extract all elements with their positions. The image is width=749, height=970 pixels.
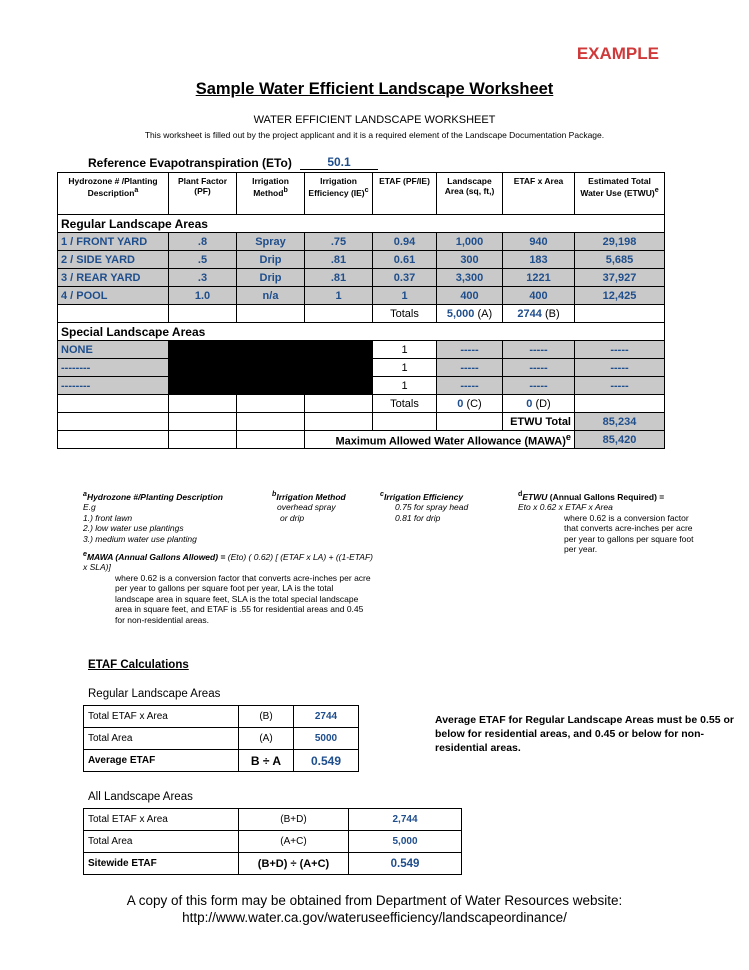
table-row: Total ETAF x Area (B) 2744	[84, 706, 359, 728]
dwr-website-link[interactable]: http://www.water.ca.gov/wateruseefficiency/landscapeordinance/	[182, 910, 567, 925]
worksheet-note: This worksheet is filled out by the project applicant and it is a required element of the Landscape Documentation Package.	[144, 130, 605, 140]
table-row: 3 / REAR YARD .3 Drip .81 0.37 3,300 1221 37,927	[58, 269, 665, 287]
all-areas-title: All Landscape Areas	[88, 791, 193, 803]
table-row: -------- 1 ----- ----- -----	[58, 359, 665, 377]
table-row: Total Area (A) 5000	[84, 728, 359, 750]
special-section-label: Special Landscape Areas	[58, 323, 665, 341]
table-row: 4 / POOL 1.0 n/a 1 1 400 400 12,425	[58, 287, 665, 305]
header-etaf: ETAF (PF/IE)	[373, 173, 437, 215]
redacted-block	[169, 377, 373, 395]
footer-line-1: A copy of this form may be obtained from Department of Water Resources website:	[126, 893, 623, 908]
footnote-b: $^b$Irrigation Method overhead spray or drip	[272, 490, 346, 523]
header-landscape-area: Landscape Area (sq, ft,)	[437, 173, 503, 215]
header-etwu: Estimated Total Water Use (ETWU)$^e$	[575, 173, 665, 215]
regular-totals-row: Totals 5,000 (A) 2744 (B)	[58, 305, 665, 323]
header-irrigation-method: Irrigation Method$^b$	[237, 173, 305, 215]
redacted-block	[169, 359, 373, 377]
header-row	[58, 173, 665, 215]
etwu-total-row: ETWU Total 85,234	[58, 413, 665, 431]
example-label: EXAMPLE	[576, 44, 659, 63]
special-totals-row: Totals 0 (C) 0 (D)	[58, 395, 665, 413]
table-row: Total Area (A+C) 5,000	[84, 831, 462, 853]
page-title: Sample Water Efficient Landscape Worksheet	[195, 80, 554, 98]
all-etaf-table	[83, 808, 462, 875]
eto-label: Reference Evapotranspiration (ETo)	[88, 156, 292, 170]
table-row: Total ETAF x Area (B+D) 2,744	[84, 809, 462, 831]
worksheet-subtitle: WATER EFFICIENT LANDSCAPE WORKSHEET	[253, 114, 496, 126]
header-hydrozone: Hydrozone # /Planting Description$^a$	[58, 173, 169, 215]
table-row: 1 / FRONT YARD .8 Spray .75 0.94 1,000 940 29,198	[58, 233, 665, 251]
header-plant-factor: Plant Factor (PF)	[169, 173, 237, 215]
header-etaf-x-area: ETAF x Area	[503, 173, 575, 215]
table-row: 2 / SIDE YARD .5 Drip .81 0.61 300 183 5,685	[58, 251, 665, 269]
footer-note	[0, 892, 749, 926]
etaf-calculations-title: ETAF Calculations	[88, 659, 189, 671]
redacted-block	[169, 341, 373, 359]
worksheet-table	[57, 172, 665, 449]
footnote-c: $^c$Irrigation Efficiency 0.75 for spray head 0.81 for drip	[380, 490, 469, 523]
footnote-a: $^a$Hydrozone #/Planting Description E.g 1.) front lawn 2.) low water use plantings 3.) medium water use planting	[83, 490, 223, 544]
average-etaf-note: Average ETAF for Regular Landscape Areas must be 0.55 or below for residential areas, and 0.45 or below for non-residential areas.	[435, 714, 734, 754]
eto-value: 50.1	[300, 155, 378, 170]
table-row: NONE 1 ----- ----- -----	[58, 341, 665, 359]
table-row: Sitewide ETAF (B+D) ÷ (A+C) 0.549	[84, 853, 462, 875]
footnote-e: $^e$MAWA (Annual Gallons Allowed) = (Eto) ( 0.62) [ (ETAF x LA) + ((1-ETAF) x SLA)] where 0.62 is a conversion factor that converts acre-inches per acre per year to gallons per square foot per year, LA is the total landscape area in square feet, SLA is the total special landscape area in square feet, and ETAF is .55 for residential areas and 0.45 for non-residential areas.	[83, 550, 373, 625]
regular-section-label: Regular Landscape Areas	[58, 215, 665, 233]
footnote-d: $^d$ETWU (Annual Gallons Required) = Eto x 0.62 x ETAF x Area where 0.62 is a conversion factor that converts acre-inches per acre per year to gallons per square foot per year.	[518, 490, 694, 555]
regular-areas-title: Regular Landscape Areas	[88, 688, 221, 700]
table-row: Average ETAF B ÷ A 0.549	[84, 750, 359, 772]
table-row: -------- 1 ----- ----- -----	[58, 377, 665, 395]
mawa-row: Maximum Allowed Water Allowance (MAWA)$^e$ 85,420	[58, 431, 665, 449]
header-irrigation-efficiency: Irrigation Efficiency (IE)$^c$	[305, 173, 373, 215]
regular-etaf-table	[83, 705, 359, 772]
